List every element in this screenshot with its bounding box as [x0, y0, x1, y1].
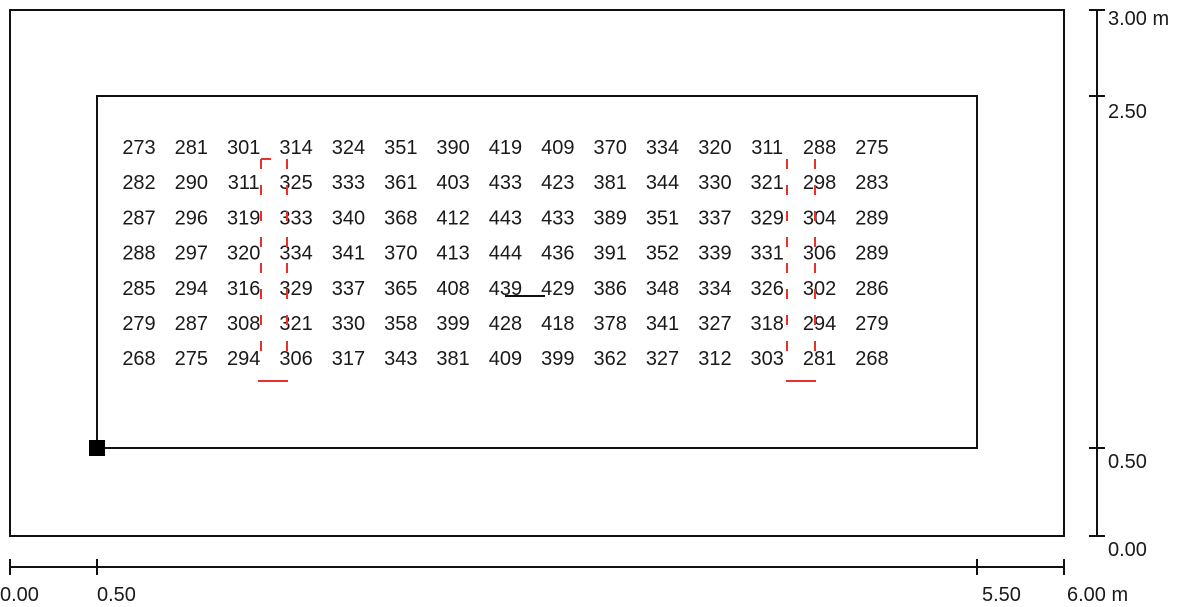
grid-cell-value: 433	[541, 207, 575, 230]
grid-cell-value: 362	[593, 348, 627, 371]
grid-cell-value: 443	[488, 207, 523, 230]
grid-cell-value: 321	[750, 172, 784, 195]
grid-cell-value: 391	[593, 242, 627, 265]
grid-cell-value: 325	[279, 172, 313, 195]
grid-cell-value: 340	[331, 207, 366, 230]
grid-cell-value: 428	[488, 313, 523, 335]
grid-cell-value: 381	[593, 172, 627, 195]
grid-cell-value: 370	[384, 242, 418, 265]
grid-cell-value: 334	[279, 242, 313, 265]
h-label-050: 0.50	[97, 584, 136, 606]
grid-cell-value: 288	[802, 137, 837, 159]
illuminance-value-grid	[122, 137, 888, 370]
grid-cell-value: 418	[541, 313, 575, 335]
grid-cell-value: 403	[436, 172, 470, 195]
grid-cell-value: 289	[855, 242, 889, 265]
grid-cell-value: 329	[750, 207, 784, 230]
h-label-550: 5.50	[982, 584, 1021, 606]
grid-cell-value: 314	[279, 137, 313, 159]
grid-cell-value: 327	[698, 313, 732, 335]
grid-cell-value: 390	[436, 137, 470, 159]
grid-cell-value: 409	[541, 137, 575, 159]
grid-cell-value: 287	[122, 207, 156, 230]
grid-cell-value: 275	[174, 348, 208, 371]
grid-cell-value: 268	[855, 348, 889, 371]
grid-cell-value: 343	[384, 348, 418, 371]
grid-cell-value: 294	[802, 313, 837, 335]
grid-cell-value: 302	[802, 277, 837, 300]
grid-cell-value: 273	[122, 137, 156, 159]
grid-cell-value: 333	[279, 207, 313, 230]
grid-cell-value: 423	[541, 172, 575, 195]
grid-cell-value: 351	[645, 207, 680, 230]
grid-cell-value: 316	[227, 277, 261, 300]
grid-cell-value: 324	[331, 137, 366, 159]
grid-cell-value: 352	[645, 242, 680, 265]
grid-cell-value: 298	[802, 172, 837, 195]
v-label-250: 2.50	[1108, 101, 1147, 123]
grid-cell-value: 282	[122, 172, 156, 195]
grid-cell-value: 312	[698, 348, 732, 371]
grid-cell-value: 444	[488, 242, 523, 265]
grid-cell-value: 341	[645, 313, 680, 335]
grid-cell-value: 304	[802, 207, 837, 230]
grid-cell-value: 287	[174, 313, 208, 335]
grid-cell-value: 317	[331, 348, 366, 371]
grid-cell-value: 330	[698, 172, 732, 195]
grid-cell-value: 327	[645, 348, 680, 371]
grid-cell-value: 275	[855, 137, 889, 159]
grid-cell-value: 281	[802, 348, 837, 371]
h-label-0: 0.00	[0, 584, 39, 606]
grid-cell-value: 337	[698, 207, 732, 230]
grid-cell-value: 412	[436, 207, 470, 230]
grid-cell-value: 326	[750, 277, 784, 300]
grid-cell-value: 370	[593, 137, 627, 159]
grid-cell-value: 368	[384, 207, 418, 230]
grid-cell-value: 279	[122, 313, 156, 335]
grid-cell-value: 303	[750, 348, 784, 371]
grid-cell-value: 294	[174, 277, 208, 300]
sensor-marker-square	[89, 440, 105, 456]
grid-cell-value: 279	[855, 313, 889, 335]
grid-cell-value: 281	[174, 137, 208, 159]
grid-cell-value: 311	[751, 137, 784, 159]
grid-cell-value: 286	[855, 277, 889, 300]
grid-cell-value: 339	[698, 242, 732, 265]
grid-cell-value: 320	[698, 137, 732, 159]
grid-cell-value: 413	[436, 242, 470, 265]
grid-cell-value: 318	[750, 313, 784, 335]
grid-cell-value: 283	[855, 172, 889, 195]
grid-cell-value: 294	[227, 348, 261, 371]
grid-cell-value: 348	[645, 277, 680, 300]
grid-cell-value: 334	[698, 277, 732, 300]
grid-cell-value: 433	[488, 172, 523, 195]
grid-cell-value: 378	[593, 313, 627, 335]
grid-cell-value: 319	[227, 207, 261, 230]
grid-cell-value: 341	[331, 242, 366, 265]
grid-cell-value: 320	[227, 242, 261, 265]
h-label-600: 6.00 m	[1067, 584, 1129, 606]
outer-room-boundary	[10, 10, 1064, 536]
grid-cell-value: 285	[122, 277, 156, 300]
grid-cell-value: 288	[122, 242, 156, 265]
v-label-000: 0.00	[1108, 539, 1147, 561]
grid-cell-value: 297	[174, 242, 208, 265]
grid-cell-value: 361	[384, 172, 418, 195]
grid-cell-value: 399	[436, 313, 470, 335]
grid-cell-value: 321	[279, 313, 313, 335]
grid-cell-value: 331	[750, 242, 784, 265]
grid-cell-value: 389	[593, 207, 627, 230]
grid-cell-value: 408	[436, 277, 470, 300]
grid-cell-value: 399	[541, 348, 575, 371]
v-label-300: 3.00 m	[1108, 8, 1170, 30]
grid-cell-value: 311	[227, 172, 260, 195]
grid-cell-value: 344	[645, 172, 680, 195]
grid-cell-value: 306	[279, 348, 313, 371]
grid-cell-value: 351	[384, 137, 418, 159]
grid-cell-value: 296	[174, 207, 208, 230]
horizontal-axis	[0, 559, 1128, 606]
grid-cell-value: 337	[331, 277, 366, 300]
grid-cell-value: 308	[227, 313, 261, 335]
grid-cell-value: 268	[122, 348, 156, 371]
grid-cell-value: 306	[802, 242, 837, 265]
v-label-050: 0.50	[1108, 451, 1147, 473]
grid-cell-value: 358	[384, 313, 418, 335]
grid-cell-value: 439	[488, 277, 523, 300]
grid-cell-value: 381	[436, 348, 470, 371]
grid-cell-value: 290	[174, 172, 208, 195]
grid-cell-value: 330	[331, 313, 366, 335]
grid-cell-value: 334	[645, 137, 680, 159]
grid-cell-value: 429	[541, 277, 575, 300]
grid-cell-value: 436	[541, 242, 575, 265]
grid-cell-value: 329	[279, 277, 313, 300]
grid-cell-value: 301	[227, 137, 261, 159]
grid-cell-value: 333	[331, 172, 366, 195]
grid-cell-value: 386	[593, 277, 627, 300]
grid-cell-value: 419	[488, 137, 523, 159]
vertical-axis	[1089, 8, 1169, 561]
grid-cell-value: 409	[488, 348, 523, 371]
grid-cell-value: 289	[855, 207, 889, 230]
grid-cell-value: 365	[384, 277, 418, 300]
